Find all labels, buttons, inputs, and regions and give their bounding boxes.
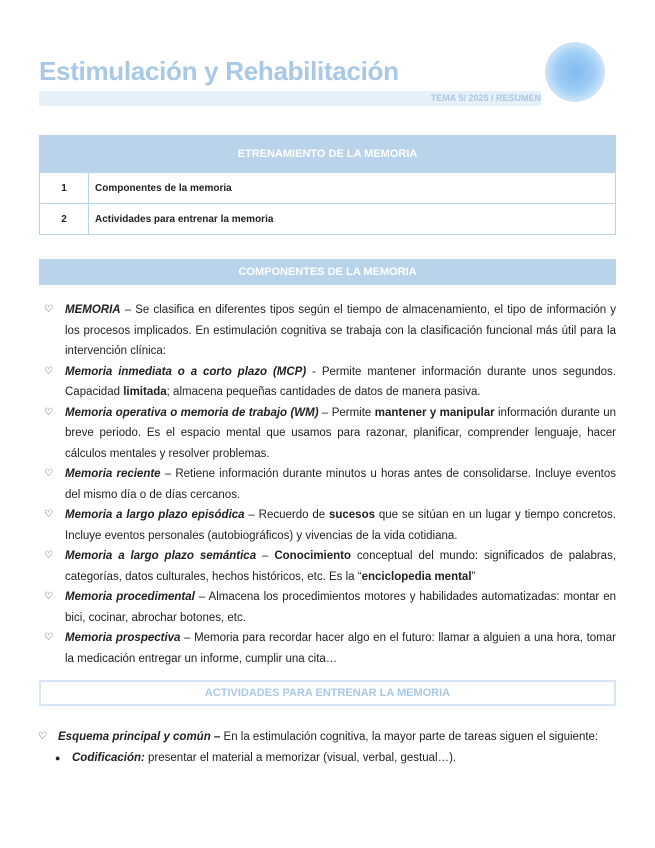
list-item [44,587,616,628]
document-title: Estimulación y Rehabilitación [39,56,399,86]
toc-heading: ETRENAMIENTO DE LA MEMORIA [40,136,616,173]
list-item [38,748,616,769]
list-item [44,403,616,465]
list-item [44,300,616,362]
table-row [40,204,616,235]
item-text: – [256,550,275,562]
list-item [44,505,616,546]
toc-number: 2 [40,204,89,235]
heart-outline-icon: ♡ [44,509,53,520]
toc-number: 1 [40,173,89,204]
item-term: Memoria procedimental [65,591,195,603]
item-text: - Permite mantener información durante unos segundos. Capacidad [65,365,617,398]
item-emphasis: enciclopedia mental [361,570,472,583]
item-text: que se sitúan en un lugar y tiempo concretos. Incluye eventos personales (autobiográficos) y vivencias de la vida cotidiana. [65,509,616,542]
item-emphasis: mantener y manipular [374,406,495,419]
bullet-text: presentar el material a memorizar (visual, verbal, gestual…). [144,751,457,764]
heart-outline-icon: ♡ [44,591,53,602]
heart-outline-icon: ♡ [44,304,53,315]
memory-types-list [44,300,616,669]
list-item [38,727,616,748]
list-item [44,628,616,669]
item-text: – Se clasifica en diferentes tipos según el tiempo de almacenamiento, el tipo de información y los procesos implicados. En estimulación cognitiva se trabaja con la clasificación funcional más útil para la intervención clínica: [65,304,616,357]
item-text: ” [471,570,476,583]
filled-dot-icon: ● [55,752,61,763]
scheme-text: En la estimulación cognitiva, la mayor parte de tareas siguen el siguiente: [220,731,599,743]
heart-outline-icon: ♡ [38,731,47,742]
item-text: – Permite [318,406,375,419]
item-emphasis: limitada [123,386,167,398]
table-row [40,173,616,204]
toc-label: Actividades para entrenar la memoria [89,204,616,235]
item-term: Memoria a largo plazo episódica [65,509,245,521]
heart-outline-icon: ♡ [44,550,53,561]
item-text: ; almacena pequeñas cantidades de datos de manera pasiva. [166,386,481,398]
item-term: Memoria prospectiva [65,632,181,644]
heart-outline-icon: ♡ [44,632,53,643]
item-text: – Memoria para recordar hacer algo en el futuro: llamar a alguien a una hora, tomar la medicación entregar un informe, cumplir una cita… [65,632,616,665]
heart-outline-icon: ♡ [44,406,53,418]
heart-outline-icon: ♡ [44,468,53,479]
item-emphasis: sucesos [328,509,375,521]
item-term: Memoria reciente [65,468,161,480]
document-subtitle: TEMA 5/ 2025 / RESUMEN [430,93,541,103]
scheme-term: Esquema principal y común – [58,731,221,743]
item-text: – Recuerdo de [244,509,329,521]
item-term: Memoria operativa o memoria de trabajo (WM) [65,406,319,419]
item-text: conceptual del mundo: significados de palabras, categorías, datos culturales, hechos históricos, etc. Es la “ [65,550,617,583]
item-text: información durante un breve periodo. Es el espacio mental que usamos para razonar, planificar, comprender lenguaje, hacer cálculos mentales y resolver problemas. [65,406,616,460]
toc-label: Componentes de la memoria [89,173,616,204]
decorative-circle-icon [545,42,605,102]
item-term: MEMORIA [65,304,121,316]
item-text: – Almacena los procedimientos motores y habilidades automatizadas: montar en bici, cocinar, abrochar botones, etc. [65,591,617,624]
table-of-contents [39,135,616,235]
item-emphasis: Conocimiento [274,550,352,562]
list-item [44,362,616,403]
heart-outline-icon: ♡ [44,365,53,377]
list-item [44,464,616,505]
section-heading-components: COMPONENTES DE LA MEMORIA [39,259,616,285]
bullet-term: Codificación: [72,751,145,764]
item-term: Memoria a largo plazo semántica [65,550,257,562]
list-item [44,546,616,587]
item-text: – Retiene información durante minutos u horas antes de consolidarse. Incluye eventos del mismo día o de días cercanos. [65,468,616,501]
activities-scheme [38,727,616,768]
item-term: Memoria inmediata o a corto plazo (MCP) [65,365,307,378]
section-heading-activities: ACTIVIDADES PARA ENTRENAR LA MEMORIA [39,680,616,706]
